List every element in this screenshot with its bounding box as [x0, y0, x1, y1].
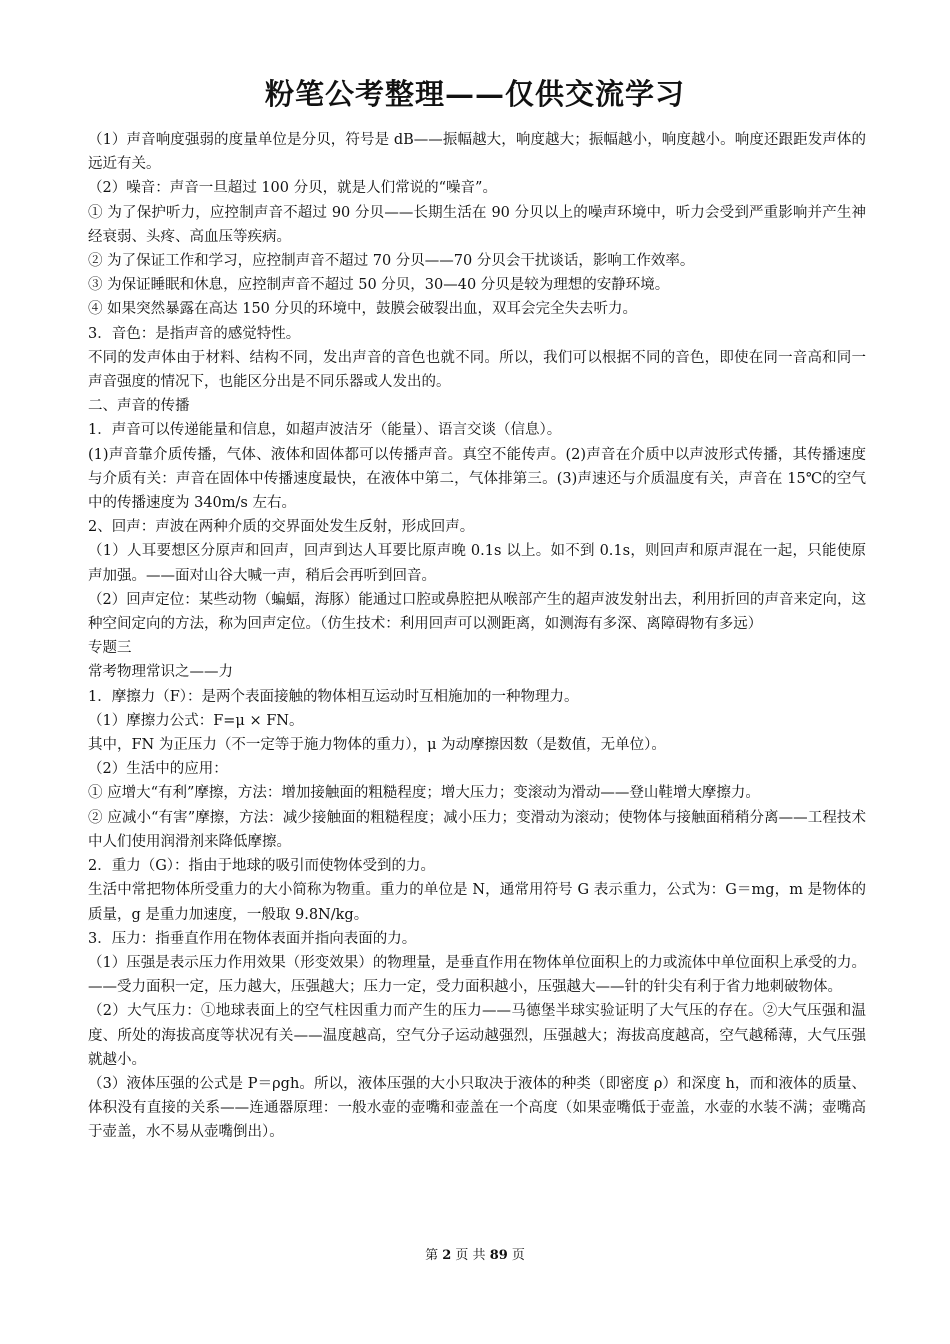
paragraph: 1．声音可以传递能量和信息，如超声波洁牙（能量）、语言交谈（信息）。	[88, 422, 562, 439]
section-heading: 专题三	[88, 640, 132, 657]
paragraph: ① 应增大“有利”摩擦，方法：增加接触面的粗糙程度；增大压力；变滚动为滑动——登山鞋增大摩擦力。	[88, 785, 760, 802]
paragraph: （1）人耳要想区分原声和回声，回声到达人耳要比原声晚 0.1s 以上。如不到 0.1s，则回声和原声混在一起，只能使原声加强。——面对山谷大喊一声，稍后会再听到回音。	[88, 543, 866, 584]
paragraph: 2．重力（G）：指由于地球的吸引而使物体受到的力。	[88, 858, 436, 875]
paragraph: （2）生活中的应用：	[88, 761, 228, 778]
paragraph: 其中，FN 为正压力（不一定等于施力物体的重力），μ 为动摩擦因数（是数值，无单位）。	[88, 737, 666, 754]
page-total: 89	[489, 1248, 508, 1263]
paragraph: 1．摩擦力（F）：是两个表面接触的物体相互运动时互相施加的一种物理力。	[88, 688, 579, 705]
footer-prefix: 第	[425, 1248, 439, 1263]
paragraph: ② 应减小“有害”摩擦，方法：减少接触面的粗糙程度；减小压力；变滑动为滚动；使物体与接触面稍稍分离——工程技术中人们使用润滑剂来降低摩擦。	[88, 809, 866, 850]
paragraph: 生活中常把物体所受重力的大小简称为物重。重力的单位是 N，通常用符号 G 表示重力，公式为：G＝mg，m 是物体的质量，g 是重力加速度，一般取 9.8N/kg。	[88, 882, 866, 923]
paragraph: （1）声音响度强弱的度量单位是分贝，符号是 dB——振幅越大，响度越大；振幅越小，响度越小。响度还跟距发声体的远近有关。	[88, 132, 866, 173]
paragraph: ② 为了保证工作和学习，应控制声音不超过 70 分贝——70 分贝会干扰谈话，影响工作效率。	[88, 253, 695, 270]
paragraph: 3．音色：是指声音的感觉特性。	[88, 325, 301, 342]
footer-suffix: 页	[511, 1248, 525, 1263]
paragraph: 3．压力：指垂直作用在物体表面并指向表面的力。	[88, 930, 417, 947]
paragraph: ① 为了保护听力，应控制声音不超过 90 分贝——长期生活在 90 分贝以上的噪声环境中，听力会受到严重影响并产生神经衰弱、头疼、高血压等疾病。	[88, 204, 866, 245]
paragraph: ③ 为保证睡眠和休息，应控制声音不超过 50 分贝，30—40 分贝是较为理想的安静环境。	[88, 277, 670, 294]
paragraph: （1）摩擦力公式：F=μ × FN。	[88, 712, 304, 729]
section-heading: 常考物理常识之——力	[88, 664, 233, 681]
document-body	[88, 128, 866, 1145]
paragraph: 不同的发声体由于材料、结构不同，发出声音的音色也就不同。所以，我们可以根据不同的音色，即使在同一音高和同一声音强度的情况下，也能区分出是不同乐器或人发出的。	[88, 349, 866, 391]
footer-middle: 页 共	[455, 1248, 486, 1263]
paragraph: ④ 如果突然暴露在高达 150 分贝的环境中，鼓膜会破裂出血，双耳会完全失去听力。	[88, 301, 638, 318]
paragraph: (1)声音靠介质传播，气体、液体和固体都可以传播声音。真空不能传声。(2)声音在介质中以声波形式传播，其传播速度与介质有关：声音在固体中传播速度最快，在液体中第二，气体排第三。(3)声速还与介质温度有关，声音在 15℃的空气中的传播速度为 340m/s 左右。	[88, 446, 866, 512]
paragraph: （2）大气压力：①地球表面上的空气柱因重力而产生的压力——马德堡半球实验证明了大气压的存在。②大气压强和温度、所处的海拔高度等状况有关——温度越高，空气分子运动越强烈，压强越大；海拔高度越高，空气越稀薄，大气压强就越小。	[88, 1003, 866, 1068]
paragraph: （3）液体压强的公式是 P＝ρgh。所以，液体压强的大小只取决于液体的种类（即密度 ρ）和深度 h，而和液体的质量、体积没有直接的关系——连通器原理：一般水壶的壶嘴和壶盖在一个高度（如果壶嘴低于壶盖，水壶的水装不满；壶嘴高于壶盖，水不易从壶嘴倒出）。	[88, 1075, 866, 1141]
paragraph: （2）回声定位：某些动物（蝙蝠，海豚）能通过口腔或鼻腔把从喉部产生的超声波发射出去，利用折回的声音来定向，这种空间定向的方法，称为回声定位。（仿生技术：利用回声可以测距离，如测海有多深、离障碍物有多远）	[88, 591, 866, 633]
page-number: 2	[442, 1248, 452, 1263]
paragraph: （1）压强是表示压力作用效果（形变效果）的物理量，是垂直作用在物体单位面积上的力或流体中单位面积上承受的力。——受力面积一定，压力越大，压强越大；压力一定，受力面积越小，压强越大——针的针尖有利于省力地刺破物体。	[88, 954, 866, 996]
page-title: 粉笔公考整理——仅供交流学习	[264, 77, 685, 111]
section-heading: 二、声音的传播	[88, 398, 190, 415]
paragraph: （2）噪音：声音一旦超过 100 分贝，就是人们常说的“噪音”。	[88, 180, 497, 197]
page-footer	[0, 1244, 950, 1263]
paragraph: 2、回声：声波在两种介质的交界面处发生反射，形成回声。	[88, 519, 475, 536]
